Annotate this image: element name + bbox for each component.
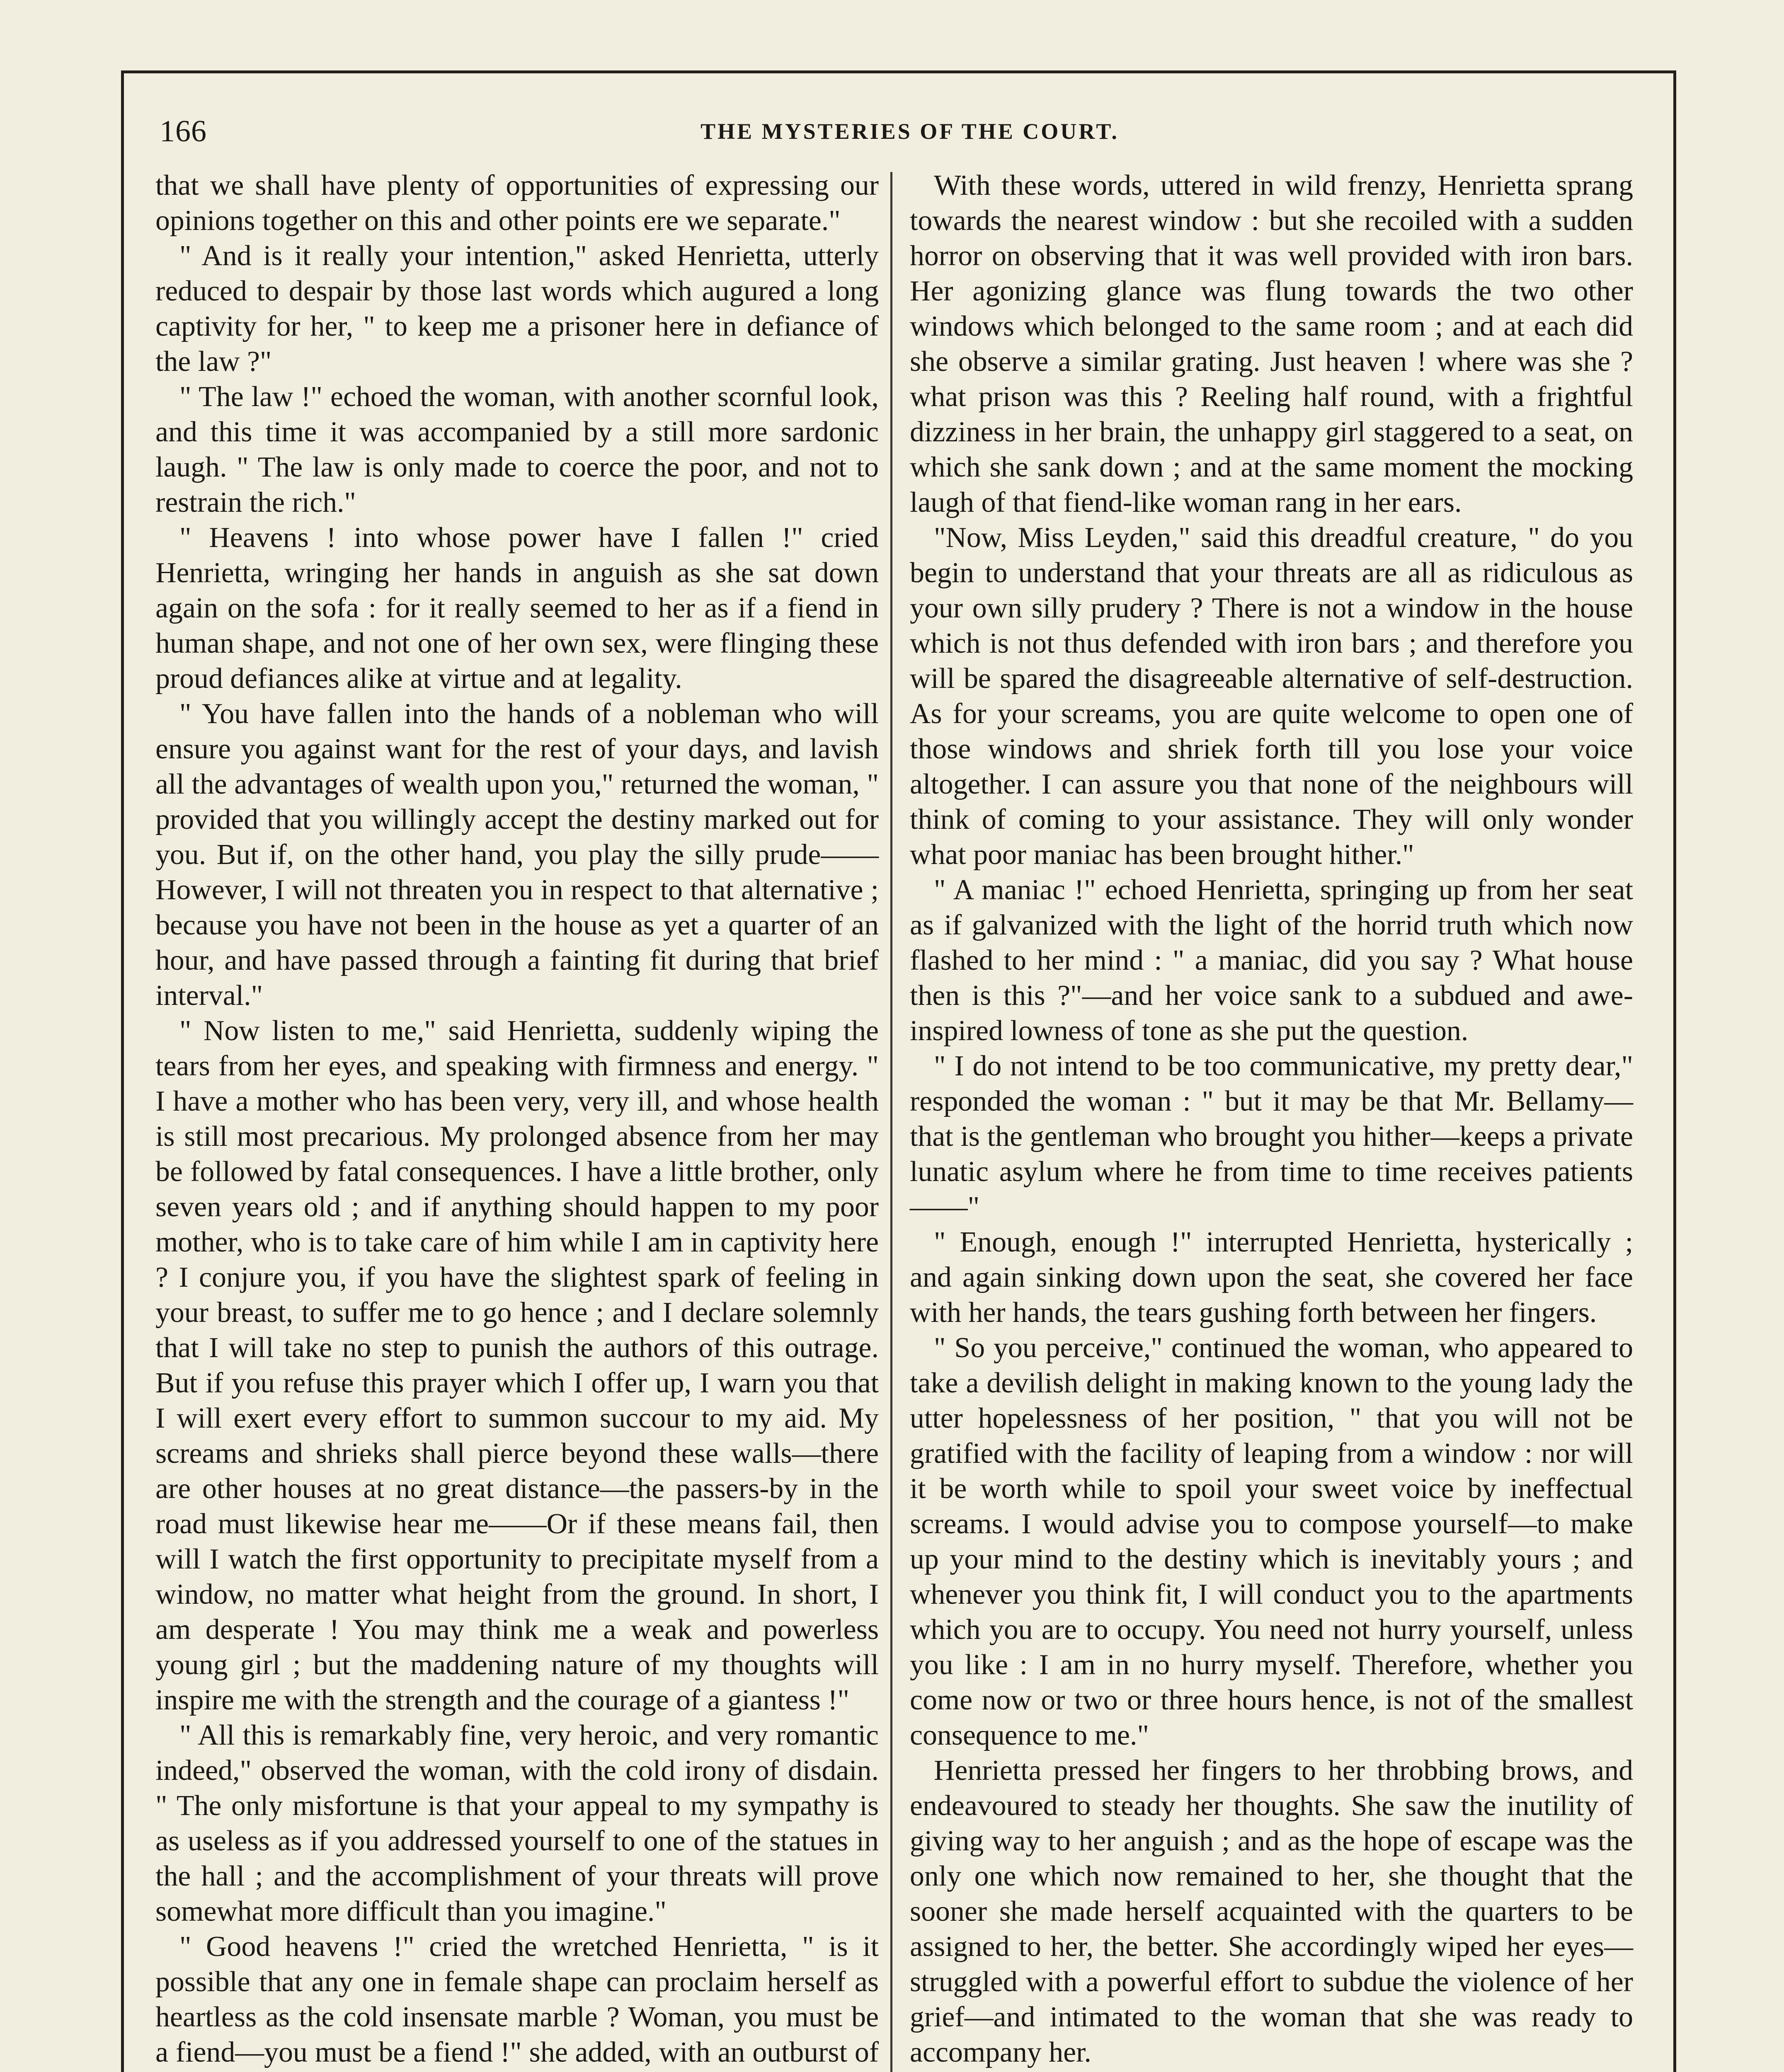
left-paragraph-4: " Heavens ! into whose power have I fallen !" cried Henrietta, wringing her hands in anguish as she sat down again on the sofa : for it really seemed to her as if a fiend in human shape, and not one of her own sex, were flinging these proud defiances alike at virtue and at legality.	[155, 522, 879, 695]
left-paragraph-5: " You have fallen into the hands of a nobleman who will ensure you against want for the rest of your days, and lavish all the advantages of wealth upon you," returned the woman, " provided that you willingly accept the destiny marked out for you. But if, on the other hand, you play the silly prude——However, I will not threaten you in respect to that alternative ; because you have not been in the house as yet a quarter of an hour, and have passed through a fainting fit during that brief interval."	[155, 698, 879, 1012]
left-paragraph-8: " Good heavens !" cried the wretched Henrietta, " is it possible that any one in female shape can proclaim herself as heartless as the cold insensate marble ? Woman, you must be a fiend—you must be a fiend !" she added, with an outburst of	[155, 1931, 879, 2068]
left-paragraph-1: that we shall have plenty of opportunities of expressing our opinions together on this and other points ere we separate."	[155, 169, 879, 237]
right-paragraph-1: With these words, uttered in wild frenzy, Henrietta sprang towards the nearest window : but she recoiled with a sudden horror on observing that it was well provided with iron bars. Her agonizing glance was flung towards the two other windows which belonged to the same room ; and at each did she observe a similar grating. Just heaven ! where was she ? what prison was this ? Reeling half round, with a frightful dizziness in her brain, the unhappy girl staggered to a seat, on which she sank down ; and at the same moment the mocking laugh of that fiend-like woman rang in her ears.	[910, 169, 1633, 518]
left-paragraph-6: " Now listen to me," said Henrietta, suddenly wiping the tears from her eyes, and speaking with firmness and energy. " I have a mother who has been very, very ill, and whose health is still most precarious. My prolonged absence from her may be followed by fatal consequences. I have a little brother, only seven years old ; and if anything should happen to my poor mother, who is to take care of him while I am in captivity here ? I conjure you, if you have the slightest spark of feeling in your breast, to suffer me to go hence ; and I declare solemnly that I will take no step to punish the authors of this outrage. But if you refuse this prayer which I offer up, I warn you that I will exert every effort to summon succour to my aid. My screams and shrieks shall pierce beyond these walls—there are other houses at no great distance—the passers-by in the road must likewise hear me——Or if these means fail, then will I watch the first opportunity to precipitate myself from a window, no matter what height from the ground. In short, I am desperate ! You may think me a weak and powerless young girl ; but the maddening nature of my thoughts will inspire me with the strength and the courage of a giantess !"	[155, 1015, 879, 1716]
right-text-column	[910, 168, 1633, 2072]
right-paragraph-4: " I do not intend to be too communicative, my pretty dear," responded the woman : " but it may be that Mr. Bellamy—that is the gentleman who brought you hither—keeps a private lunatic asylum where he from time to time receives patients——"	[910, 1050, 1633, 1223]
right-paragraph-7: Henrietta pressed her fingers to her throbbing brows, and endeavoured to steady her thoughts. She saw the inutility of giving way to her anguish ; and as the hope of escape was the only one which now remained to her, she thought that the sooner she made herself acquainted with the quarters to be assigned to her, the better. She accordingly wiped her eyes—struggled with a powerful effort to subdue the violence of her grief—and intimated to the woman that she was ready to accompany her.	[910, 1755, 1633, 2068]
right-paragraph-6: " So you perceive," continued the woman, who appeared to take a devilish delight in making known to the young lady the utter hopelessness of her position, " that you will not be gratified with the facility of leaping from a window : nor will it be worth while to spoil your sweet voice by ineffectual screams. I would advise you to compose yourself—to make up your mind to the destiny which is inevitably yours ; and whenever you think fit, I will conduct you to the apartments which you are to occupy. You need not hurry yourself, unless you like : I am in no hurry myself. Therefore, whether you come now or two or three hours hence, is not of the smallest consequence to me."	[910, 1332, 1633, 1751]
page-number: 166	[160, 114, 207, 148]
left-paragraph-7: " All this is remarkably fine, very heroic, and very romantic indeed," observed the woman, with the cold irony of disdain. " The only misfortune is that your appeal to my sympathy is as useless as if you addressed yourself to one of the statues in the hall ; and the accomplishment of your threats will prove somewhat more difficult than you imagine."	[155, 1719, 879, 1927]
right-paragraph-5: " Enough, enough !" interrupted Henrietta, hysterically ; and again sinking down upon the seat, she covered her face with her hands, the tears gushing forth between her fingers.	[910, 1226, 1633, 1329]
running-title: THE MYSTERIES OF THE COURT.	[701, 119, 1119, 144]
left-paragraph-3: " The law !" echoed the woman, with another scornful look, and this time it was accompanied by a still more sardonic laugh. " The law is only made to coerce the poor, and not to restrain the rich."	[155, 381, 879, 518]
column-divider	[890, 172, 892, 2072]
left-paragraph-2: " And is it really your intention," asked Henrietta, utterly reduced to despair by those last words which augured a long captivity for her, " to keep me a prisoner here in defiance of the law ?"	[155, 240, 879, 378]
right-paragraph-3: " A maniac !" echoed Henrietta, springing up from her seat as if galvanized with the light of the horrid truth which now flashed to her mind : " a maniac, did you say ? What house then is this ?"—and her voice sank to a subdued and awe-inspired lowness of tone as she put the question.	[910, 874, 1633, 1047]
left-text-column	[155, 168, 879, 2072]
right-paragraph-8	[910, 2070, 1633, 2072]
right-paragraph-2: "Now, Miss Leyden," said this dreadful creature, " do you begin to understand that your threats are all as ridiculous as your own silly prudery ? There is not a window in the house which is not thus defended with iron bars ; and therefore you will be spared the disagreeable alternative of self-destruction. As for your screams, you are quite welcome to open one of those windows and shriek forth till you lose your voice altogether. I can assure you that none of the neighbours will think of coming to your assistance. They will only wonder what poor maniac has been brought hither."	[910, 522, 1633, 871]
running-head	[160, 112, 1660, 151]
